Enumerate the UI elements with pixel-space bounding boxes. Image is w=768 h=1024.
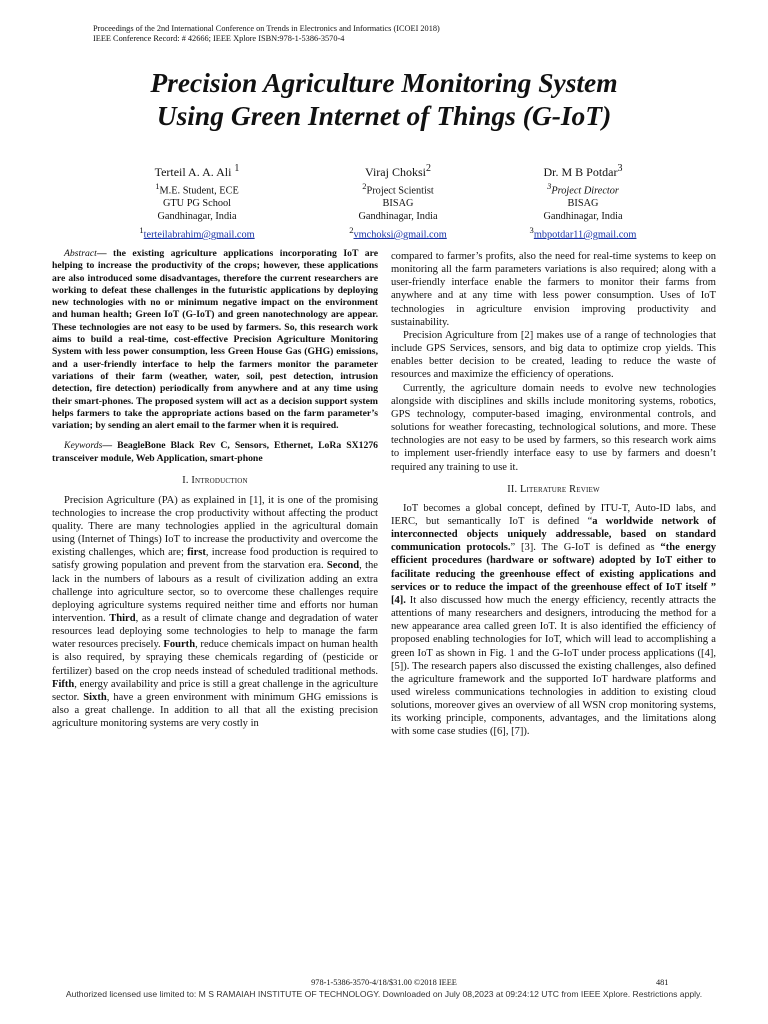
author-org: BISAG bbox=[567, 198, 599, 210]
email-sup: 2 bbox=[349, 224, 354, 235]
right-paragraph-1: compared to farmer’s profits, also the need for real-time systems to keep on monitoring all the farm parameters variations is also required; along with a user-friendly interface enable the farmers to monitor their farms from anywhere and at any time with less power consumption. Uses of IoT technologies in agriculture envision improving productivity and sustainability. bbox=[391, 251, 716, 328]
role-sup: 3 bbox=[547, 181, 552, 191]
author-name: Dr. M B Potdar bbox=[543, 165, 618, 179]
role-sup: 1 bbox=[155, 181, 160, 191]
email-sup: 3 bbox=[529, 224, 534, 235]
author-3 bbox=[468, 162, 698, 242]
intro-third: Third bbox=[109, 613, 136, 625]
lit-quote-2: “the energy efficient procedures (hardware or software) adopted by IoT either to facilitate reducing the greenhouse effect of existing applications and services or to reduce the impact of the greenhouse effect of IoT itself ” [4]. bbox=[391, 542, 716, 606]
lit-text: It also discussed how much the energy efficiency, recently attracts the attentions of many researchers and designers, introducing the method for a new appearance area called green IoT. It is also identified the efficiency of proposed enabling technologies for IoT, which will lead to accomplishing a green IoT as shown in Fig. 1 and the G-IoT under process applications ([4],[5]). The research papers also discussed the existing challenges, also defined the agriculture framework and the supported IoT hardware platforms and used wireless communications technologies in addition to existing cloud solutions, moreover gives an overview of all WSN crop monitoring systems, its working principle, components, advantages, and the limitations along with some case studies ([6], [7]). bbox=[391, 594, 716, 738]
left-column bbox=[52, 248, 378, 730]
author-city: Gandhinagar, India bbox=[358, 211, 438, 223]
header-line-1: Proceedings of the 2nd International Conference on Trends in Electronics and Informatics (ICOEI 2018) bbox=[93, 24, 440, 33]
keywords: Keywords— BeagleBone Black Rev C, Sensors, Ethernet, LoRa SX1276 transceiver module, Web Application, smart-phone bbox=[52, 440, 379, 464]
license-notice: Authorized licensed use limited to: M S RAMAIAH INSTITUTE OF TECHNOLOGY. Downloaded on July 08,2023 at 09:24:12 UTC from IEEE Xplore. Restrictions apply. bbox=[65, 989, 703, 999]
header-line-2: IEEE Conference Record: # 42666; IEEE Xplore ISBN:978-1-5386-3570-4 bbox=[93, 34, 345, 43]
author-role: M.E. Student, ECE bbox=[159, 185, 239, 197]
author-city: Gandhinagar, India bbox=[543, 211, 623, 223]
lit-quote-1: a worldwide network of interconnected objects uniquely addressable, based on standard communication protocols. bbox=[391, 515, 716, 554]
author-email-link[interactable]: mbpotdar11@gmail.com bbox=[533, 229, 637, 241]
intro-text: , reduce chemicals impact on human health is also required, by spraying these chemicals regarding of (pesticide or fertilizer) based on the crop needs instead of scheduled traditional methods. bbox=[52, 639, 378, 677]
intro-text: , as a result of climate change and degradation of water resources lead deploying some technologies to help to manage the farm water resources precisely. bbox=[52, 613, 378, 651]
intro-text: , have a green environment with minimum GHG emissions is also a great challenge. In addition to all that all the existing precision agriculture monitoring systems are very costly in bbox=[52, 691, 378, 730]
email-sup: 1 bbox=[139, 224, 144, 235]
right-paragraph-2: Precision Agriculture from [2] makes use of a range of technologies that include GPS Services, sensors, and big data to optimize crop yields. This enables better decision to be created, leading to reduce the waste of resources and maximize the efficiency of operations. bbox=[391, 329, 716, 381]
author-sup: 1 bbox=[234, 163, 240, 174]
author-1 bbox=[82, 162, 312, 242]
abstract: Abstract— the existing agriculture applications incorporating IoT are helping to increase the productivity of the crops; however, these applications are also introduced some disadvantages, therefore the current researchers are working to defeat these challenges in the futuristic applications by deploying new technologies with no or minimum negative impact on the environment and human health; Green IoT (G-IoT) and green nanotechnology are appear. These technologies are not easy to be used by farmers. So, this research work aims to build a real-time, cost-effective Precision Agriculture Monitoring System with less power consumption, less Green House Gas (GHG) emissions, and a user-friendly interface to help the farmers monitor the parameter variations of their farm (weather, water, soil, pest detection, intrusion detection, fire detection) periodically from anywhere and at any time using their smart-phones. The proposed system will act as a decision support system helps farmers to take the appropriate actions based on the farm parameter’s variation; by sending an alert email to the farmer when it is required. bbox=[52, 248, 379, 432]
author-email-link[interactable]: terteilabrahim@gmail.com bbox=[143, 229, 255, 241]
title-line-2: Using Green Internet of Things (G-IoT) bbox=[156, 100, 612, 131]
paper-title bbox=[0, 66, 768, 132]
author-sup: 2 bbox=[425, 163, 431, 174]
author-role: Project Director bbox=[551, 185, 619, 197]
intro-paragraph bbox=[52, 494, 378, 731]
right-column bbox=[391, 250, 716, 739]
conference-header bbox=[93, 24, 440, 44]
intro-fifth: Fifth bbox=[52, 678, 75, 690]
abstract-text: the existing agriculture applications incorporating IoT are helping to increase the productivity of the crops; however, these applications are also introduced some disadvantages, therefore the current researchers are working to defeat these challenges in the futuristic applications by deploying new technologies with no or minimum negative impact on the environment and human health; Green IoT (G-IoT) and green nanotechnology are appear. These technologies are not easy to be used by farmers. So, this research work aims to build a real-time, cost-effective Precision Agriculture Monitoring System with less power consumption, less Green House Gas (GHG) emissions, and a user-friendly interface to help the farmers monitor the parameter variations of their farm (weather, water, soil, pest detection, intrusion detection, fire detection) periodically from anywhere and at any time using their smart-phones. The proposed system will act as a decision support system helps farmers to take the appropriate actions based on the farm parameter’s variation; by sending an alert email to the farmer when it is required. bbox=[52, 248, 379, 432]
page-number: 481 bbox=[656, 978, 669, 987]
intro-sixth: Sixth bbox=[83, 691, 107, 703]
author-role: Project Scientist bbox=[366, 185, 434, 197]
author-email-link[interactable]: vmchoksi@gmail.com bbox=[353, 229, 447, 241]
author-org: GTU PG School bbox=[162, 198, 232, 210]
intro-first: first bbox=[187, 547, 206, 559]
lit-text: ” [3]. The G-IoT is defined as bbox=[510, 542, 661, 554]
abstract-label: Abstract bbox=[64, 248, 97, 259]
literature-paragraph bbox=[391, 502, 716, 739]
intro-text: , energy availability and price is still a great challenge in the agriculture sector. bbox=[52, 678, 378, 703]
intro-text: , the lack in the numbers of labours as a result of civilization adding an extra challenge into agriculture sector, so to overcome these challenges require deploying agriculture systems required neither time and efforts nor human intervention. bbox=[52, 560, 378, 625]
footer-copyright: 978-1-5386-3570-4/18/$31.00 ©2018 IEEE bbox=[311, 978, 457, 987]
intro-fourth: Fourth bbox=[163, 639, 196, 651]
author-sup: 3 bbox=[617, 163, 623, 174]
author-name: Terteil A. A. Ali bbox=[154, 165, 232, 179]
section-heading-introduction: I. Introduction bbox=[182, 475, 248, 487]
intro-second: Second bbox=[326, 560, 360, 572]
section-heading-literature-review: II. Literature Review bbox=[507, 483, 600, 495]
author-city: Gandhinagar, India bbox=[157, 211, 237, 223]
author-name: Viraj Choksi bbox=[365, 165, 426, 179]
author-org: BISAG bbox=[382, 198, 414, 210]
title-line-1: Precision Agriculture Monitoring System bbox=[150, 67, 618, 98]
keywords-text: BeagleBone Black Rev C, Sensors, Ethernet, LoRa SX1276 transceiver module, Web Application, smart-phone bbox=[52, 440, 379, 464]
intro-text: , increase food production is required to satisfy growing population and prevent from the starvation era. bbox=[52, 547, 378, 572]
keywords-label: Keywords bbox=[64, 440, 103, 452]
intro-text: Precision Agriculture (PA) as explained in [1], it is one of the promising technologies to increase the crop productivity without affecting the product quality. There are many technologies applied in the agricultural domain using (Internet of Things) IoT to increase the productivity and overcome the existing challenges, which are; bbox=[52, 494, 378, 559]
lit-text: IoT becomes a global concept, defined by ITU-T, Auto-ID labs, and IERC, but semantically IoT is defined “ bbox=[391, 502, 716, 527]
right-paragraph-3: Currently, the agriculture domain needs to evolve new technologies alongside with disciplines and skills include monitoring systems, robotics, GPS technology, computer-based imaging, environmental controls, and solutions for weather forecasting, technological solutions, and more. These technologies are not easy to be used by farmers, so this research work aims to implement user-friendly interface easy to use by farmers and doesn’t required any training to use it. bbox=[391, 382, 716, 473]
role-sup: 2 bbox=[362, 181, 367, 191]
